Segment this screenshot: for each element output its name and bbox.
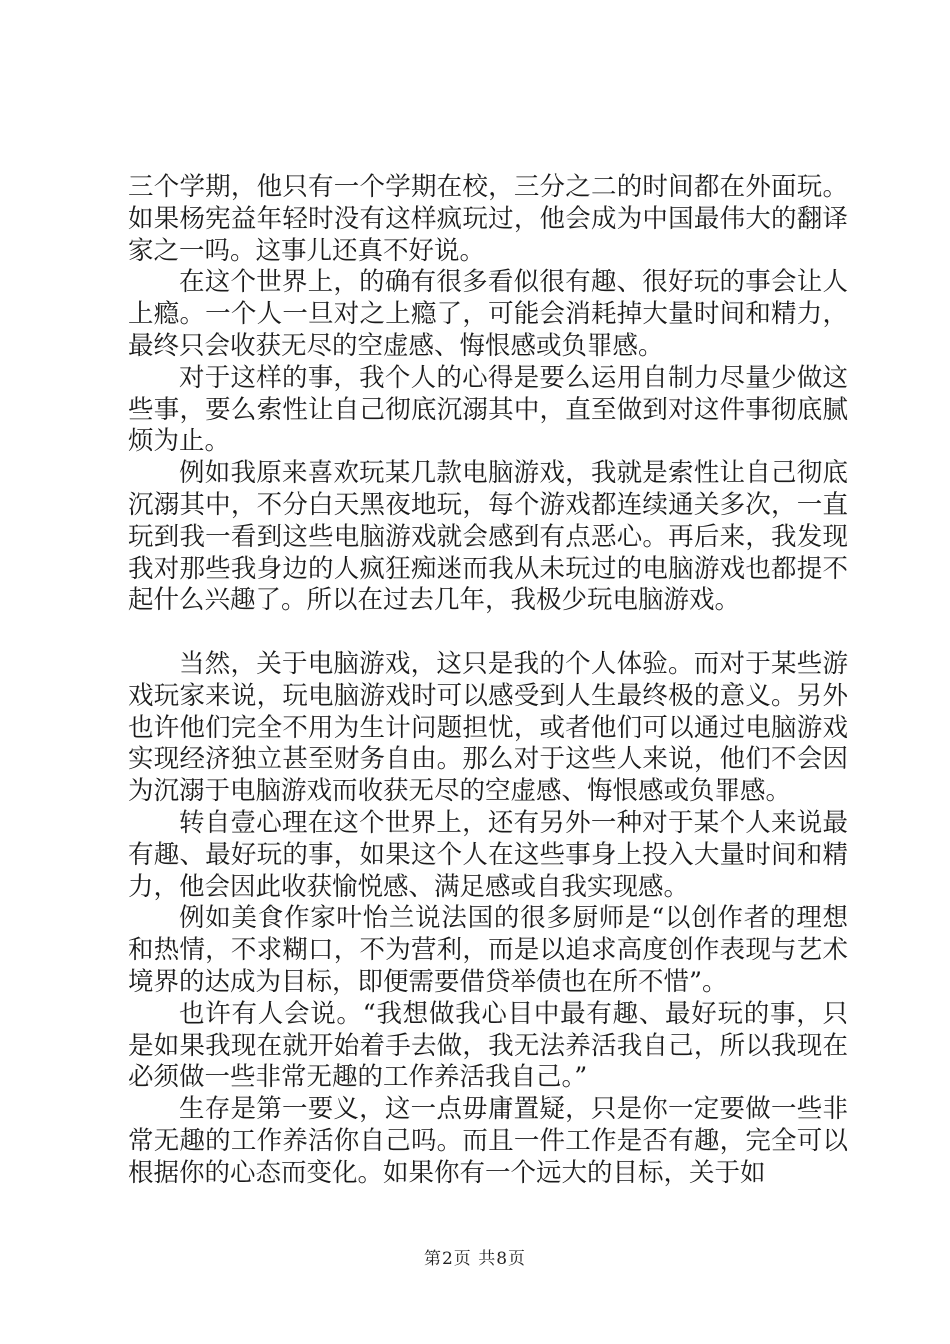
paragraph-1: 三个学期，他只有一个学期在校，三分之二的时间都在外面玩。如果杨宪益年轻时没有这样疯玩过，他会成为中国最伟大的翻译家之一吗。这事儿还真不好说。: [128, 172, 848, 266]
paragraph-4: 例如我原来喜欢玩某几款电脑游戏，我就是索性让自己彻底沉溺其中，不分白天黑夜地玩，每个游戏都连续通关多次，一直玩到我一看到这些电脑游戏就会感到有点恶心。再后来，我发现我对那些我身边的人疯狂痴迷而我从未玩过的电脑游戏也都提不起什么兴趣了。所以在过去几年，我极少玩电脑游戏。: [128, 458, 848, 616]
paragraph-5: 当然，关于电脑游戏，这只是我的个人体验。而对于某些游戏玩家来说，玩电脑游戏时可以感受到人生最终极的意义。另外也许他们完全不用为生计问题担忧，或者他们可以通过电脑游戏实现经济独立甚至财务自由。那么对于这些人来说，他们不会因为沉溺于电脑游戏而收获无尽的空虚感、悔恨感或负罪感。: [128, 648, 848, 807]
paragraph-3: 对于这样的事，我个人的心得是要么运用自制力尽量少做这些事，要么索性让自己彻底沉溺其中，直至做到对这件事彻底腻烦为止。: [128, 362, 848, 457]
document-body: [128, 172, 848, 1190]
paragraph-6: 转自壹心理在这个世界上，还有另外一种对于某个人来说最有趣、最好玩的事，如果这个人在这些事身上投入大量时间和精力，他会因此收获愉悦感、满足感或自我实现感。: [128, 807, 848, 902]
paragraph-7: 例如美食作家叶怡兰说法国的很多厨师是“以创作者的理想和热情，不求糊口，不为营利，而是以追求高度创作表现与艺术境界的达成为目标，即便需要借贷举债也在所不惜”。: [128, 903, 848, 997]
paragraph-2: 在这个世界上，的确有很多看似很有趣、很好玩的事会让人上瘾。一个人一旦对之上瘾了，可能会消耗掉大量时间和精力，最终只会收获无尽的空虚感、悔恨感或负罪感。: [128, 267, 848, 361]
paragraph-8: 也许有人会说。“我想做我心目中最有趣、最好玩的事，只是如果我现在就开始着手去做，我无法养活我自己，所以我现在必须做一些非常无趣的工作养活我自己。”: [128, 998, 848, 1093]
page-number-footer: 第2页 共8页: [423, 1249, 527, 1269]
paragraph-9: 生存是第一要义，这一点毋庸置疑，只是你一定要做一些非常无趣的工作养活你自己吗。而且一件工作是否有趣，完全可以根据你的心态而变化。如果你有一个远大的目标，关于如: [128, 1094, 848, 1188]
